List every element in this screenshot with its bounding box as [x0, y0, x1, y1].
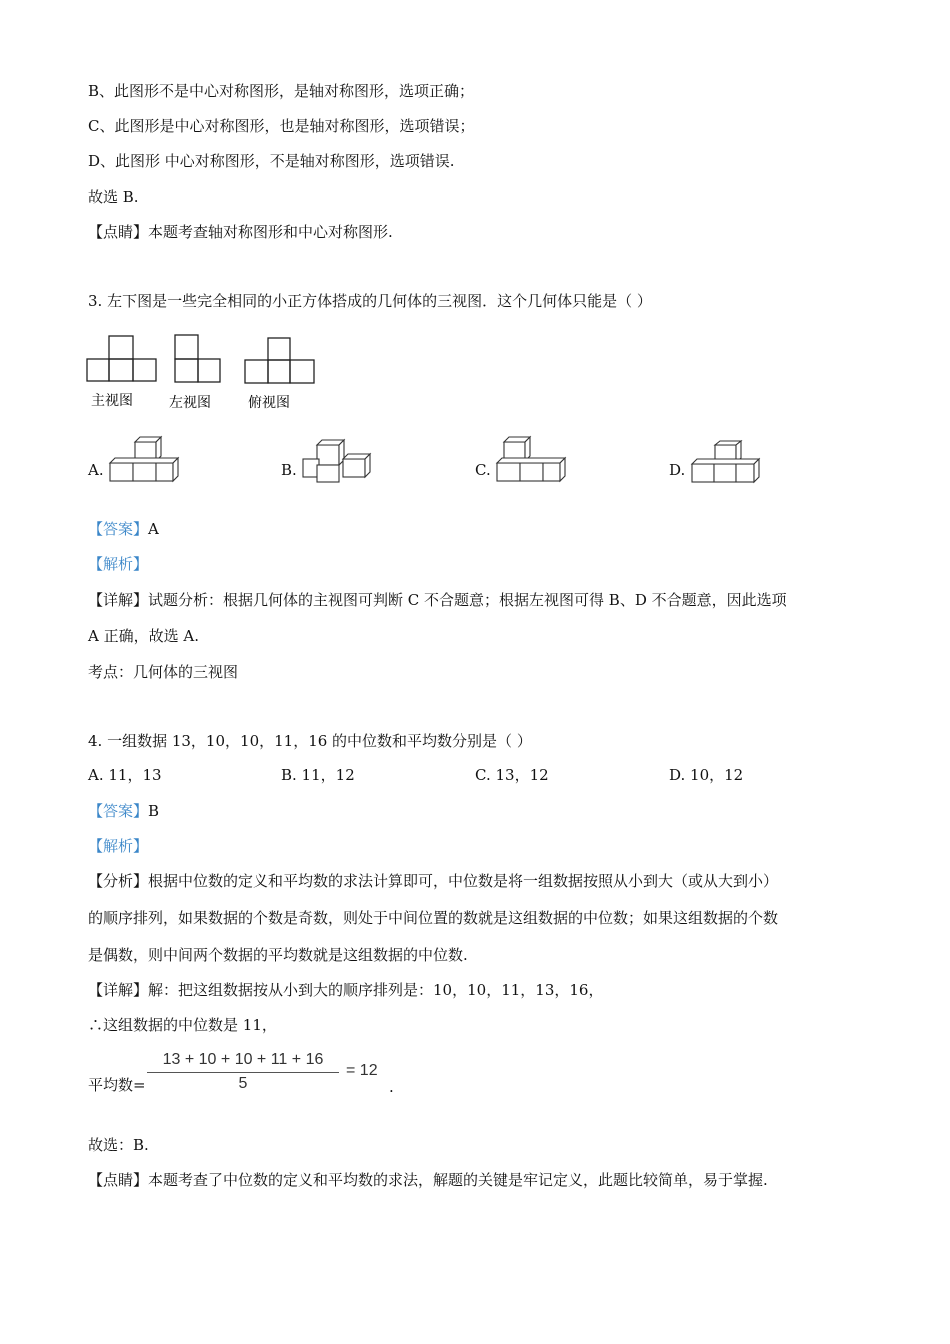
fraction-numerator: 13 + 10 + 10 + 11 + 16: [162, 1051, 324, 1068]
q3-option-a-figure: [107, 434, 179, 486]
formula-period: .: [389, 1078, 394, 1096]
q3-option-d-figure: [688, 437, 760, 487]
answer-value: B: [148, 802, 160, 820]
mean-label: 平均数=: [88, 1076, 146, 1094]
q2-conclusion: 故选 B.: [88, 188, 139, 206]
q3-option-b-figure: [299, 437, 371, 487]
q4-option-b: B. 11，12: [281, 766, 355, 784]
answer-tag: 【答案】: [88, 520, 149, 538]
q2-option-c-explanation: C、此图形是中心对称图形，也是轴对称图形，选项错误；: [88, 117, 475, 135]
q4-fenxi-line-2: 的顺序排列，如果数据的个数是奇数，则处于中间位置的数就是这组数据的中位数；如果这组数据的个数: [88, 909, 779, 927]
fenxi-tag: 【分析】: [88, 872, 149, 890]
answer-value: A: [148, 520, 159, 538]
tip-tag: 【点睛】: [88, 1171, 149, 1189]
q3-detail-line-2: A 正确，故选 A.: [88, 627, 199, 645]
q2-tip: [88, 222, 393, 242]
q4-analysis-tag: 【解析】: [88, 837, 149, 855]
mean-result: = 12: [346, 1062, 378, 1079]
q3-option-b-label: B.: [281, 461, 297, 479]
q3-option-c-label: C.: [475, 461, 491, 479]
q2-option-b-explanation: B、此图形不是中心对称图形，是轴对称图形，选项正确；: [88, 82, 475, 100]
q4-option-c: C. 13，12: [475, 766, 549, 784]
q4-detail-line-1: [88, 980, 603, 1000]
tip-tag: 【点睛】: [88, 223, 149, 241]
q4-answer: [88, 801, 159, 821]
fraction-bar: [147, 1072, 339, 1073]
q4-fenxi-line-1: [88, 871, 778, 891]
tip-text: 本题考查轴对称图形和中心对称图形.: [148, 223, 393, 241]
left-view-label: 左视图: [169, 395, 211, 411]
front-view-label: 主视图: [91, 393, 133, 409]
detail-text: 解：把这组数据按从小到大的顺序排列是：10，10，11，13，16，: [148, 981, 604, 999]
detail-text: 试题分析：根据几何体的主视图可判断 C 不合题意；根据左视图可得 B、D 不合题意，因此选项: [148, 591, 787, 609]
detail-tag: 【详解】: [88, 981, 149, 999]
q3-answer: [88, 519, 159, 539]
top-view-label: 俯视图: [248, 395, 290, 411]
q3-detail-line-1: [88, 590, 787, 610]
q4-detail-line-2: ∴这组数据的中位数是 11，: [88, 1016, 277, 1034]
mean-fraction: [147, 1050, 339, 1093]
fenxi-text: 根据中位数的定义和平均数的求法计算即可，中位数是将一组数据按照从小到大（或从大到小）: [148, 872, 779, 890]
three-views-figure: [86, 333, 326, 415]
answer-tag: 【答案】: [88, 802, 149, 820]
q4-conclusion: 故选：B.: [88, 1136, 149, 1154]
tip-text: 本题考查了中位数的定义和平均数的求法，解题的关键是牢记定义，此题比较简单，易于掌握.: [148, 1171, 768, 1189]
q4-option-d: D. 10，12: [669, 766, 744, 784]
q4-fenxi-line-3: 是偶数，则中间两个数据的平均数就是这组数据的中位数.: [88, 946, 468, 964]
q3-kaodian: 考点：几何体的三视图: [88, 663, 239, 681]
q3-option-d-label: D.: [669, 461, 686, 479]
q3-analysis-tag: 【解析】: [88, 555, 149, 573]
q3-option-c-figure: [494, 434, 566, 486]
q2-option-d-explanation: D、此图形 中心对称图形，不是轴对称图形，选项错误.: [88, 152, 455, 170]
q4-stem: 4. 一组数据 13，10，10，11，16 的中位数和平均数分别是（ ）: [88, 732, 532, 750]
q4-tip: [88, 1170, 768, 1190]
q4-option-a: A. 11，13: [88, 766, 162, 784]
q3-option-a-label: A.: [88, 461, 104, 479]
fraction-denominator: 5: [238, 1075, 248, 1092]
detail-tag: 【详解】: [88, 591, 149, 609]
q3-stem: 3. 左下图是一些完全相同的小正方体搭成的几何体的三视图．这个几何体只能是（ ）: [88, 292, 652, 310]
